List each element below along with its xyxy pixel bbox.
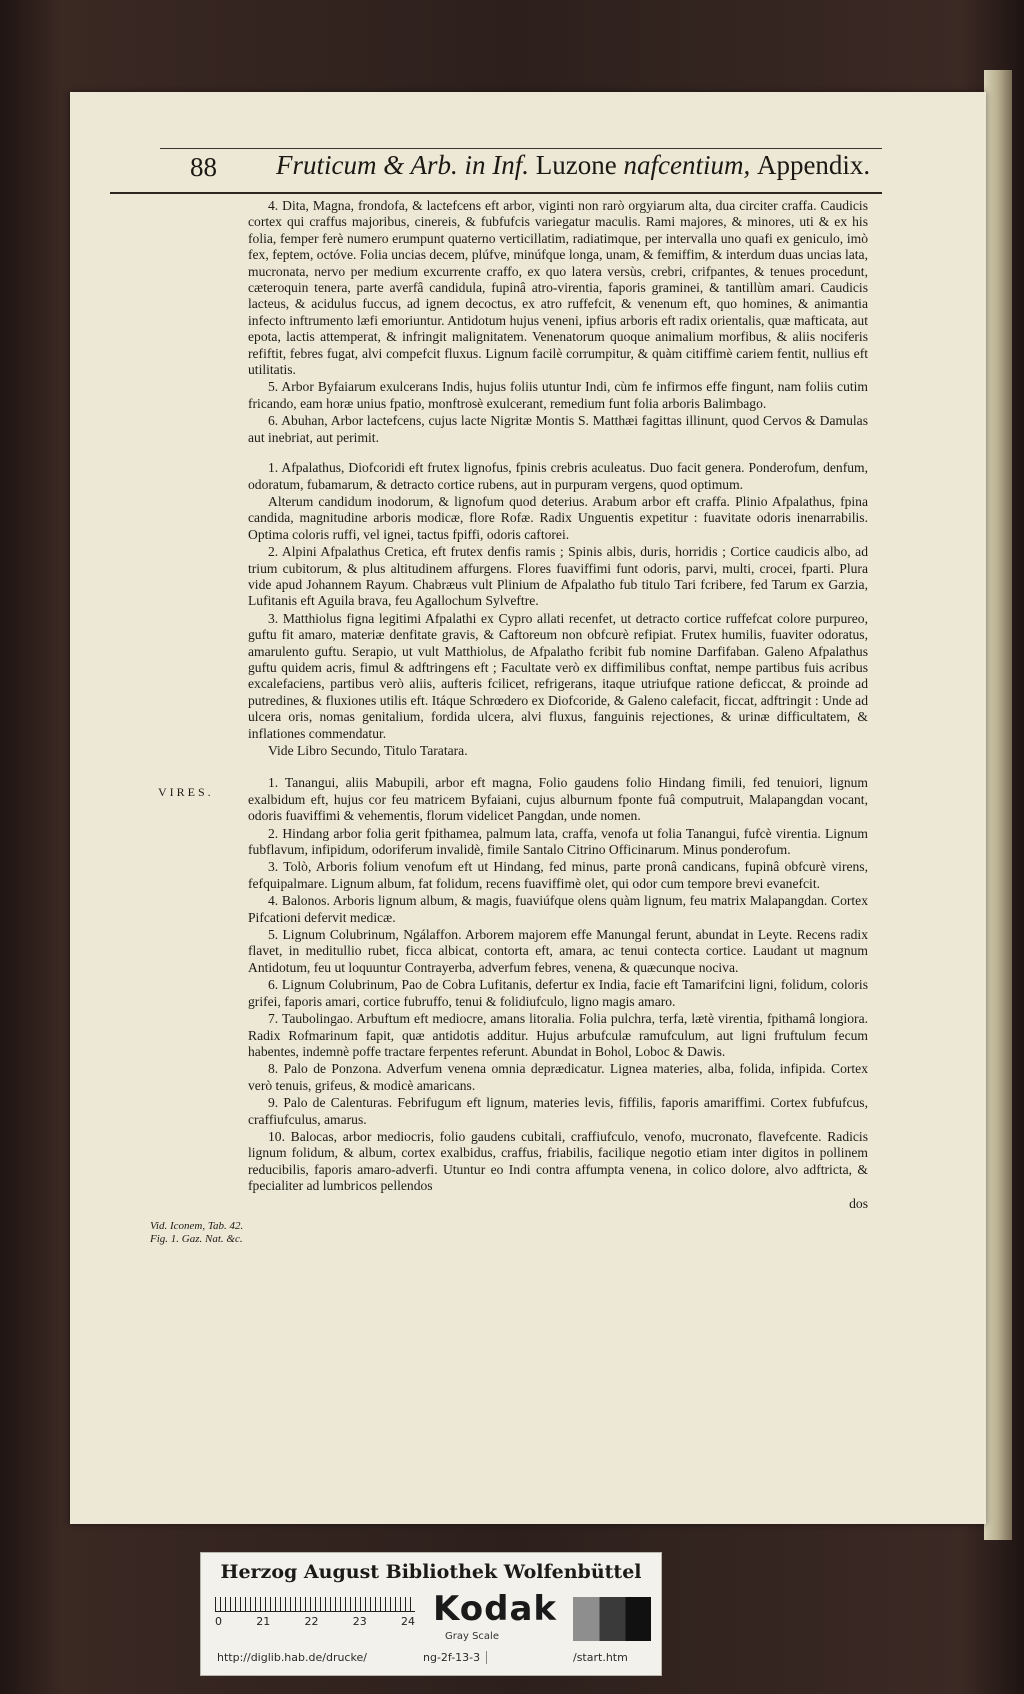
paragraph: 5. Lignum Colubrinum, Ngálaffon. Arborem majorem effe Manungal ferunt, abundat in Leyte. Recens radix flavet, in meditullio rubet, ficca albicat, contorta eft, amara, ac tenui contecta cortice. Laudant ut magnum Antidotum, feu ut loquuntur Contrayerba, adverfum febres, venena, & quæcunque nociva. — [248, 927, 868, 975]
ruler-number: 0 — [215, 1615, 222, 1628]
paragraph: 2. Alpini Afpalathus Cretica, eft frutex denfis ramis ; Spinis albis, duris, horridis ; Cortice caudicis albo, ad trium cubitorum, & plus altitudinem affurgens. Flores fuaviffimi funt odoris, parvi, multi, crocei, fparti. Plura vide apud Johannem Rayum. Chabræus vult Plinium de Afpalatho fub titulo Tari fcribere, fed Tarum ex Garzia, Lufitanis eft Aguila brava, feu Agallochum Sylveftre. — [248, 544, 868, 609]
paragraph: 1. Afpalathus, Diofcoridi eft frutex lignofus, fpinis crebris aculeatus. Duo facit genera. Ponderofum, denfum, odoratum, fubamarum, & detracto cortice rubens, aut in purpuram vergens, quod optimum. — [248, 460, 868, 492]
ruler-number: 23 — [352, 1615, 367, 1628]
paragraph: 9. Palo de Calenturas. Febrifugum eft lignum, materies levis, fiffilis, faporis amariffimi. Cortex fubfufcus, craffiufculus, amarus. — [248, 1095, 868, 1127]
gray-patches — [573, 1597, 651, 1641]
paragraph: 6. Lignum Colubrinum, Pao de Cobra Lufitanis, defertur ex India, facie eft Tamarifcini ligni, folidum, coloris grifei, faporis amari, cortice fubruffo, tenui & folidiufculo, ligno magis amaro. — [248, 977, 868, 1009]
start-page: /start.htm — [573, 1651, 628, 1664]
running-title-tail: Appendix. — [756, 150, 871, 180]
kodak-subtitle: Gray Scale — [445, 1631, 499, 1642]
label-footer — [211, 1649, 651, 1669]
paragraph: 6. Abuhan, Arbor lactefcens, cujus lacte Nigritæ Montis S. Matthæi fagittas illinunt, quod Cervos & Damulas aut inebriat, aut perimit. — [248, 413, 868, 445]
paragraph: 8. Palo de Ponzona. Adverfum venena omnia deprædicatur. Lignea materies, alba, folida, infipida. Cortex verò tenuis, grifeus, & modicè amaricans. — [248, 1061, 868, 1093]
running-header — [110, 148, 882, 194]
library-label-card — [200, 1552, 662, 1676]
ruler-ticks — [215, 1597, 415, 1612]
paragraph: 5. Arbor Byfaiarum exulcerans Indis, hujus foliis utuntur Indi, cùm fe infirmos effe fingunt, nam foliis cutim fricando, eam horæ unius fpatio, monftrosè exulcerant, remedium funt folia arboris Balimbago. — [248, 379, 868, 411]
shelfmark: ng-2f-13-3 — [423, 1651, 487, 1664]
paragraph: 7. Taubolingao. Arbuftum eft mediocre, amans litoralia. Folia pulchra, terfa, lætè virentia, fpithamâ longiora. Radix Rofmarinum fapit, quæ antidotis additur. Hujus arbufculæ ramufculum, aut ligni fruftulum fecum habentes, indemnè poffe tractare ferpentes referunt. Abundat in Bohol, Loboc & Dawis. — [248, 1011, 868, 1059]
paragraph: 2. Hindang arbor folia gerit fpithamea, palmum lata, craffa, venofa ut folia Tanangui, fufcè virentia. Lignum fubflavum, infipidum, odoriferum invalidè, fimile Santalo Citrino Officinarum. Minus ponderofum. — [248, 825, 868, 858]
paragraph: Vide Libro Secundo, Titulo Taratara. — [268, 743, 468, 758]
catch-word: dos — [849, 1195, 868, 1211]
ruler-number: 22 — [304, 1615, 319, 1628]
running-title-post: nafcentium, — [623, 150, 751, 180]
paragraph: 4. Balonos. Arboris lignum album, & magis, fuaviúfque olens quàm lignum, feu matrix Malapangdan. Cortex Pifcationi defervit medicæ. — [248, 893, 868, 925]
library-title: Herzog August Bibliothek Wolfenbüttel — [220, 1561, 642, 1583]
paragraph: 4. Dita, Magna, frondofa, & lactefcens eft arbor, viginti non rarò orgyiarum alta, dua circiter craffa. Caudicis cortex qui craffus majoribus, cinereis, & fubfufcis variegatur maculis. Rami majores, & minores, uti & ex his folia, femper ferè numero erumpunt quaterno verticillatim, radiatimque, per intervalla uno quafi ex geniculo, imò fex, feptem, octóve. Folia uncias decem, plúfve, minúfque longa, unam, & femiffim, & interdum duas uncias lata, mucronata, nervo per medium excurrente craffo, ex quo latera versùs, crebri, crifpantes, & tenues procedunt, cæteroquin tenera, parte averfâ candidula, fupinâ atro-virentia, faporis graminei, & tantillùm amari. Caudicis lacteus, & acidulus fuccus, ad ignem decoctus, ex atro ruffefcit, & venenum eft, quo homines, & animantia infecto inftrumento læfi emoriuntur. Antidotum hujus veneni, ipfius arboris eft radix orientalis, quæ mafticata, aut epota, lactis attemperat, & infringit malignitatem. Venenatorum quoque animalium morfibus, & aliis nociferis refiftit, febres fugat, alvi compefcit fluxus. Lignum facilè corrumpitur, & quàm citiffimè cariem fentit, nullius eft utilitatis. — [248, 198, 868, 378]
paragraph: Alterum candidum inodorum, & lignofum quod deterius. Arabum arbor eft craffa. Plinio Afpalathus, fpina candida, magnitudine arboris modicæ, flore Rofæ. Radix Unguentis expetitur : fuavitate odoris inenarrabilis. Optima coloris ruffi, vel ignei, tactus fpiffi, odoris caftorei. — [248, 493, 868, 542]
paragraph: 3. Tolò, Arboris folium venofum eft ut Hindang, fed minus, parte pronâ candicans, fupinâ obfcurè virens, fefquipalmare. Lignum album, fat folidum, recens fuaviffimè olet, qui odor cum tempore brevi evanefcit. — [248, 859, 868, 891]
paragraph: 1. Tanangui, aliis Mabupili, arbor eft magna, Folio gaudens folio Hindang fimili, fed tenuiori, lignum exalbidum eft, hujus cor feu matricem Byfaiani, cujus alburnum fponte fuâ computruit, Malapangdan vocant, odoris fuaviffimi & vehementis, florum videlicet Pangdan, unde nomen. — [248, 775, 868, 824]
page-number: 88 — [190, 152, 217, 182]
running-title-word: Luzone — [535, 150, 617, 180]
book-page-edge — [984, 70, 1012, 1540]
margin-note-vires: VIRES. — [158, 785, 214, 799]
margin-note-vid: Vid. Iconem, Tab. 42. Fig. 1. Gaz. Nat. &c. — [150, 1220, 244, 1245]
ruler-numbers — [215, 1615, 415, 1628]
library-url: http://diglib.hab.de/drucke/ — [217, 1651, 367, 1664]
ruler-number: 21 — [256, 1615, 271, 1628]
ruler-number: 24 — [401, 1615, 415, 1628]
paragraph: 3. Matthiolus figna legitimi Afpalathi ex Cypro allati recenfet, ut detracto cortice ruffefcat colore purpureo, guftu fit amaro, materiæ denfitate gravis, & Caftoreum non obfcurè refipiat. Frutex humilis, fuaviter odoratus, amarulento guftu. Serapio, ut vult Matthiolus, de Afpalatho fcribit fub nomine Darfifaban. Galeno Afpalathus guftu quidem acris, fimul & adftringens eft ; Facultate verò ex diffimilibus conftat, nempe partibus fuis acribus excalefaciens, partibus verò aliis, aufteris fcilicet, refrigerans, itaque utriufque ratione deficcat, & proinde ad putredines, & fluxiones utilis eft. Itáque Schrœdero ex Diofcoride, & Galeno calefacit, ficcat, adftringit : Unde ad ulcera oris, nomas genitalium, fordida ulcera, alvi fluxus, fanguinis rejectiones, & urinæ difficultatem, & inflationes commendatur. — [248, 610, 868, 741]
running-title — [276, 150, 870, 181]
text-body — [248, 198, 868, 1212]
running-title-pre: Fruticum & Arb. in Inf. — [276, 150, 529, 180]
kodak-logo: Kodak — [433, 1589, 557, 1629]
paragraph: 10. Balocas, arbor mediocris, folio gaudens cubitali, craffiufculo, venofo, mucronato, flavefcente. Radicis lignum folidum, & album, cortex exalbidus, craffus, friabilis, facilique negotio etiam inter digitos in pollinem reducibilis, faporis amaro-adverfi. Utuntur eo Indi contra affumpta venena, in colico dolore, alvo adftricta, & fpecialiter ad lumbricos pellendos — [248, 1128, 868, 1194]
gray-scale-ruler — [215, 1597, 415, 1631]
header-rule — [160, 148, 882, 149]
